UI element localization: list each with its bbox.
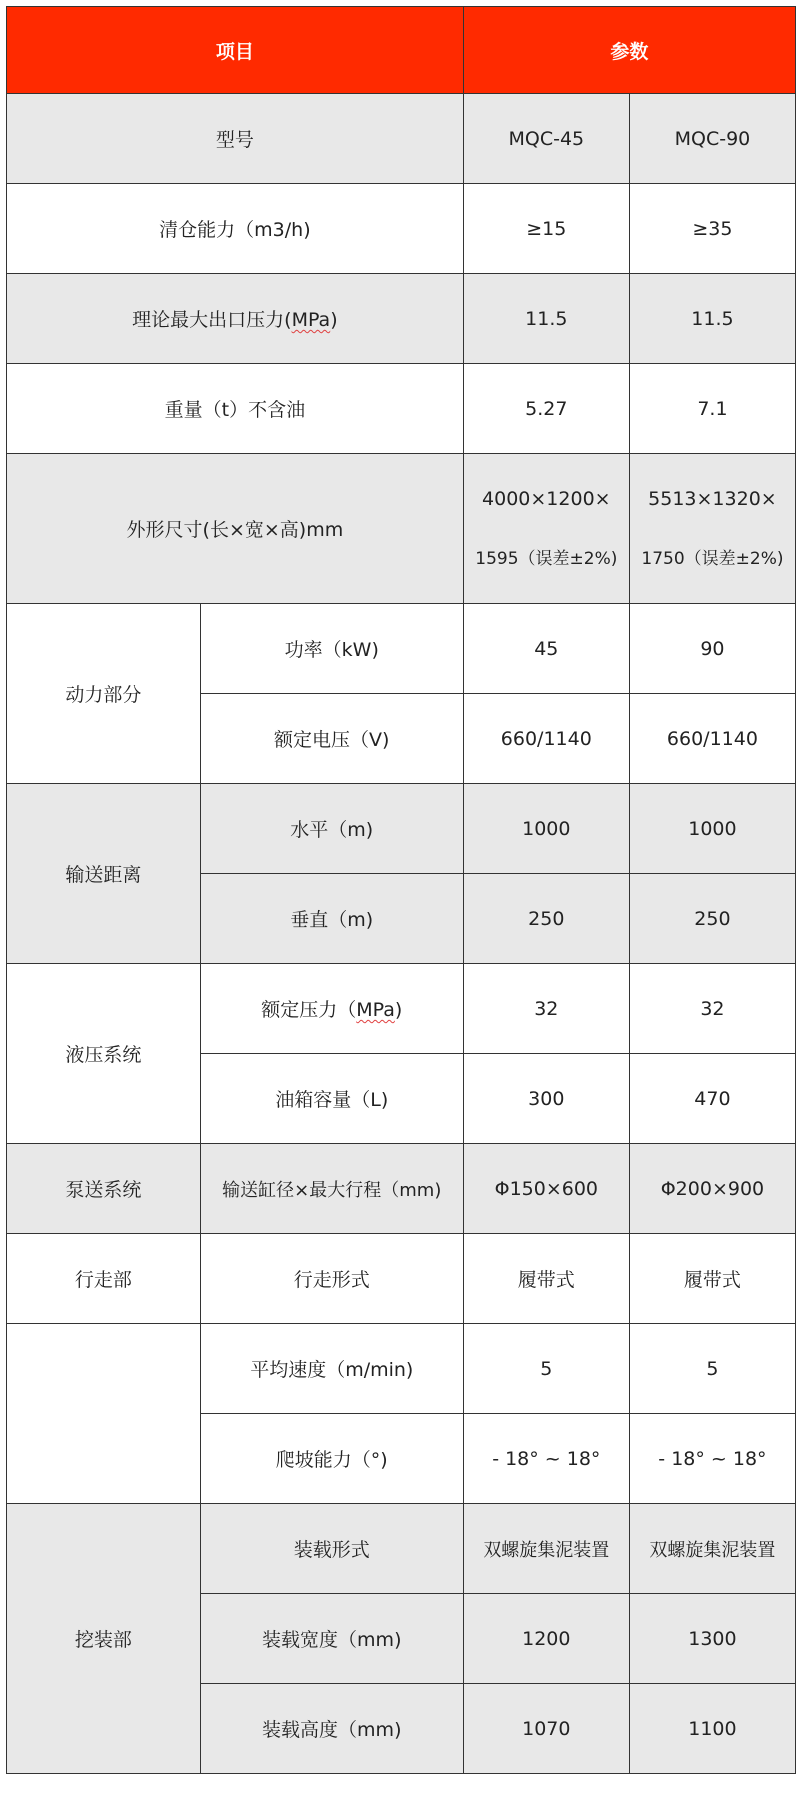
cell-value: 45 [463,604,629,694]
row-label [200,964,463,1054]
row-label: 装载高度（mm) [200,1684,463,1774]
group-label: 输送距离 [7,784,201,964]
label-part: ) [330,309,338,331]
cell-value: - 18° ~ 18° [629,1414,795,1504]
group-label: 液压系统 [7,964,201,1144]
cell-value: 1200 [463,1594,629,1684]
table-row [7,364,796,454]
cell-value: ≥35 [629,184,795,274]
cell-value: 660/1140 [629,694,795,784]
cell-value: 1300 [629,1594,795,1684]
cell-value: 1000 [463,784,629,874]
cell-value: - 18° ~ 18° [463,1414,629,1504]
cell-value: MQC-90 [629,94,795,184]
cell-line: 5513×1320× [648,487,777,510]
group-label: 挖装部 [7,1504,201,1774]
cell-value: 1000 [629,784,795,874]
label-part: 额定压力（ [261,999,357,1021]
cell-value: 300 [463,1054,629,1144]
group-label: 动力部分 [7,604,201,784]
cell-value: 250 [629,874,795,964]
header-params: 参数 [463,7,795,94]
cell-value: Φ150×600 [463,1144,629,1234]
table-row [7,184,796,274]
cell-value: 1100 [629,1684,795,1774]
row-label: 垂直（m) [200,874,463,964]
label-part: 理论最大出口压力( [132,309,292,331]
cell-line: 1595（误差±2%) [475,548,618,569]
row-label: 爬坡能力（°) [200,1414,463,1504]
row-label: 装载形式 [200,1504,463,1594]
row-label: 清仓能力（m3/h) [7,184,464,274]
cell-value [629,454,795,604]
row-label: 功率（kW) [200,604,463,694]
cell-value: ≥15 [463,184,629,274]
row-label: 型号 [7,94,464,184]
row-label: 外形尺寸(长×宽×高)mm [7,454,464,604]
cell-line: 4000×1200× [482,487,611,510]
label-unit: MPa [356,999,395,1021]
cell-value [463,454,629,604]
cell-value: 90 [629,604,795,694]
cell-value: 履带式 [463,1234,629,1324]
label-unit: MPa [291,309,331,331]
table-row [7,274,796,364]
row-label: 重量（t）不含油 [7,364,464,454]
cell-value: 660/1140 [463,694,629,784]
cell-value: 1070 [463,1684,629,1774]
row-label: 水平（m) [200,784,463,874]
row-label: 额定电压（V) [200,694,463,784]
header-item: 项目 [7,7,464,94]
row-label [7,274,464,364]
label-part: ) [394,999,403,1021]
group-label-empty [7,1324,201,1504]
table-row [7,1324,796,1414]
row-label: 装载宽度（mm) [200,1594,463,1684]
cell-value: 5.27 [463,364,629,454]
group-label: 泵送系统 [7,1144,201,1234]
row-label: 输送缸径×最大行程（mm) [200,1144,463,1234]
table-row [7,1144,796,1234]
cell-value: 双螺旋集泥装置 [629,1504,795,1594]
cell-value: 5 [629,1324,795,1414]
cell-value: 双螺旋集泥装置 [463,1504,629,1594]
cell-value: MQC-45 [463,94,629,184]
row-label: 行走形式 [200,1234,463,1324]
cell-value: 250 [463,874,629,964]
cell-value: 11.5 [463,274,629,364]
table-row [7,454,796,604]
table-row [7,1234,796,1324]
row-label: 平均速度（m/min) [200,1324,463,1414]
cell-line: 1750（误差±2%) [641,548,784,569]
table-row [7,784,796,874]
spec-table [6,6,796,1774]
group-label: 行走部 [7,1234,201,1324]
cell-value: 32 [629,964,795,1054]
cell-value: 履带式 [629,1234,795,1324]
table-row [7,964,796,1054]
header-row [7,7,796,94]
cell-value: 11.5 [629,274,795,364]
table-row [7,1504,796,1594]
cell-value: Φ200×900 [629,1144,795,1234]
cell-value: 470 [629,1054,795,1144]
table-row [7,604,796,694]
table-row [7,94,796,184]
cell-value: 32 [463,964,629,1054]
cell-value: 7.1 [629,364,795,454]
row-label: 油箱容量（L) [200,1054,463,1144]
cell-value: 5 [463,1324,629,1414]
